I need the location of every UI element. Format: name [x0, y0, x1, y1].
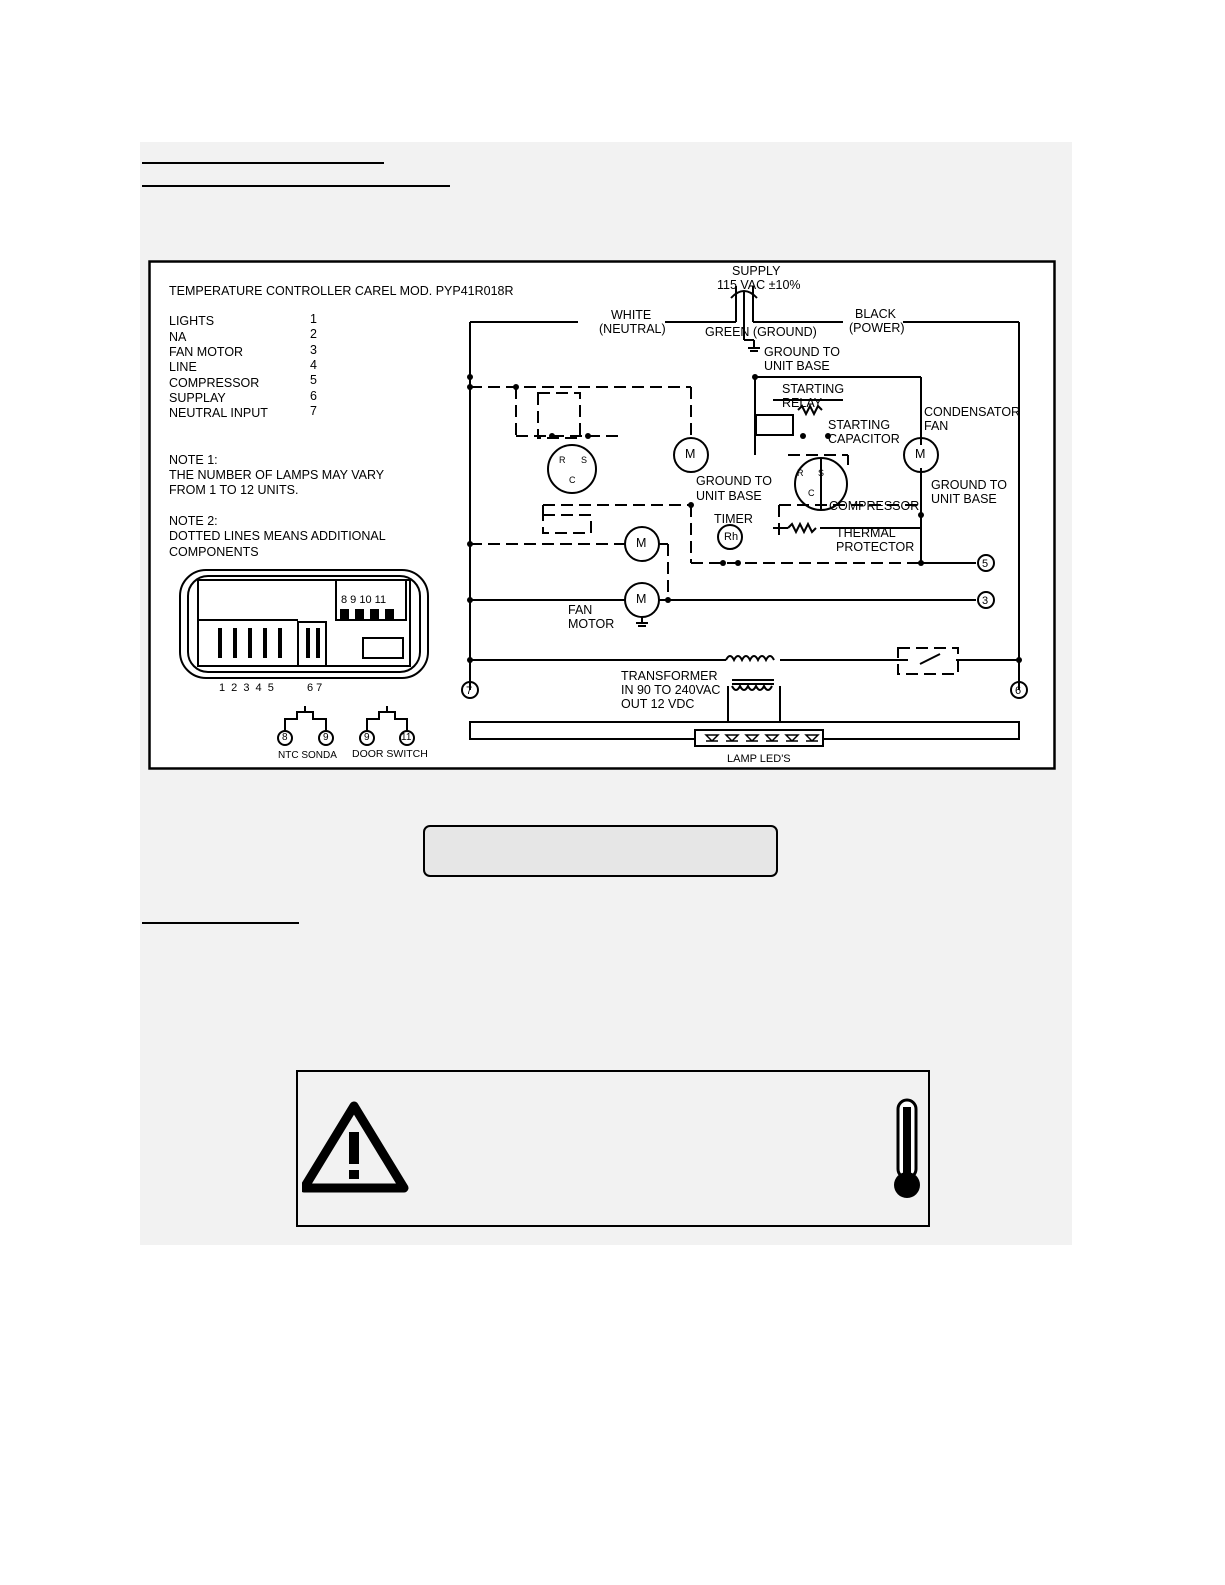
terminal-6: 6 — [1015, 685, 1022, 697]
ground-to-label-2: GROUND TO — [696, 474, 772, 488]
black-label: BLACK — [855, 307, 896, 321]
motor-symbol-additional-fan: M — [685, 447, 696, 461]
legend-item-fan-motor: FAN MOTOR — [169, 345, 244, 359]
legend-num-supplay: 6 — [310, 389, 317, 403]
extra-compressor-r: R — [559, 455, 566, 465]
legend-item-line: LINE — [169, 360, 197, 374]
thermal-protector-label-2: PROTECTOR — [836, 540, 915, 554]
extra-compressor-c: C — [569, 475, 576, 485]
legend-num-na: 2 — [310, 327, 317, 341]
starting-capacitor-label-1: STARTING — [828, 418, 891, 432]
controller-bottom-left-terminals: 1 2 3 4 5 — [219, 682, 274, 694]
warning-box — [296, 1070, 930, 1227]
door-switch-label: DOOR SWITCH — [352, 748, 428, 760]
condensator-fan-label: FAN — [924, 419, 949, 433]
compressor-s: S — [818, 468, 825, 478]
ground-to-label-3: GROUND TO — [931, 478, 1007, 492]
terminal-3: 3 — [982, 595, 989, 607]
transformer-out-label: OUT 12 VDC — [621, 697, 695, 711]
starting-relay-label-1: STARTING — [782, 382, 845, 396]
thermometer-icon — [888, 1097, 928, 1201]
controller-top-terminals: 8 9 10 11 — [341, 594, 387, 606]
legend-num-fan-motor: 3 — [310, 343, 317, 357]
power-label: (POWER) — [849, 321, 905, 335]
legend-num-line: 4 — [310, 358, 317, 372]
heading-underline-3 — [142, 922, 299, 924]
note2-line1: DOTTED LINES MEANS ADDITIONAL — [169, 529, 386, 543]
legend-num-compressor: 5 — [310, 373, 317, 387]
transformer-in-label: IN 90 TO 240VAC — [621, 683, 721, 697]
supply-label: SUPPLY — [732, 264, 781, 278]
legend-label: LIGHTS — [169, 314, 215, 328]
unit-base-label-2: UNIT BASE — [696, 489, 762, 503]
warning-triangle-icon — [302, 1100, 412, 1200]
compressor-c: C — [808, 488, 815, 498]
note1-head: NOTE 1: — [169, 453, 218, 467]
thermal-protector-label-1: THERMAL — [836, 526, 896, 540]
heading-underline-1 — [142, 162, 384, 164]
compressor-r: R — [797, 468, 804, 478]
starting-capacitor-label-2: CAPACITOR — [828, 432, 900, 446]
legend-item-supplay: SUPPLAY — [169, 391, 226, 405]
fan-motor-label-1: FAN — [568, 603, 593, 617]
wiring-diagram — [148, 260, 1056, 770]
starting-relay-label-2: RELAY — [782, 396, 823, 410]
timer-label: TIMER — [714, 512, 753, 526]
green-ground-label: GREEN (GROUND) — [705, 325, 817, 339]
timer-symbol: Rh — [724, 531, 739, 543]
terminal-5: 5 — [982, 558, 989, 570]
white-label: WHITE — [611, 308, 652, 322]
ntc-sonda-label: NTC SONDA — [278, 750, 337, 761]
unit-base-label-1: UNIT BASE — [764, 359, 830, 373]
terminal-7: 7 — [466, 685, 473, 697]
legend-item-lights — [169, 314, 214, 328]
note2-head: NOTE 2: — [169, 514, 218, 528]
extra-compressor-s: S — [581, 455, 588, 465]
compressor-label: COMPRESSOR — [829, 499, 920, 513]
door-terminal-b: 11 — [401, 732, 412, 743]
note1-line2: FROM 1 TO 12 UNITS. — [169, 483, 299, 497]
lamp-leds-label: LAMP LED'S — [727, 753, 791, 765]
ntc-terminal-b: 9 — [323, 732, 329, 743]
motor-symbol-fan-motor: M — [636, 592, 647, 606]
legend-num-lights: 1 — [310, 312, 317, 326]
heading-underline-2 — [142, 185, 450, 187]
controller-bottom-right-terminals: 6 7 — [307, 682, 323, 694]
legend-num-neutral-input: 7 — [310, 404, 317, 418]
condensator-label: CONDENSATOR — [924, 405, 1021, 419]
note1-line1: THE NUMBER OF LAMPS MAY VARY — [169, 468, 385, 482]
ntc-terminal-a: 8 — [282, 732, 288, 743]
unit-base-label-3: UNIT BASE — [931, 492, 997, 506]
legend-item-compressor: COMPRESSOR — [169, 376, 260, 390]
fan-motor-label-2: MOTOR — [568, 617, 615, 631]
motor-symbol-condenser-fan: M — [915, 447, 926, 461]
motor-symbol-additional-evaporator: M — [636, 536, 647, 550]
note2-line2: COMPONENTS — [169, 545, 259, 559]
wiring-diagram-svg — [148, 260, 1056, 770]
legend-item-neutral-input: NEUTRAL INPUT — [169, 406, 268, 420]
door-terminal-a: 9 — [364, 732, 370, 743]
supply-voltage-label: 115 VAC ±10% — [717, 278, 801, 292]
caption-box — [423, 825, 778, 877]
controller-title: TEMPERATURE CONTROLLER CAREL MOD. PYP41R018R — [169, 284, 514, 298]
legend-item-na: NA — [169, 330, 187, 344]
ground-to-label-1: GROUND TO — [764, 345, 840, 359]
neutral-label: (NEUTRAL) — [599, 322, 666, 336]
transformer-label: TRANSFORMER — [621, 669, 718, 683]
